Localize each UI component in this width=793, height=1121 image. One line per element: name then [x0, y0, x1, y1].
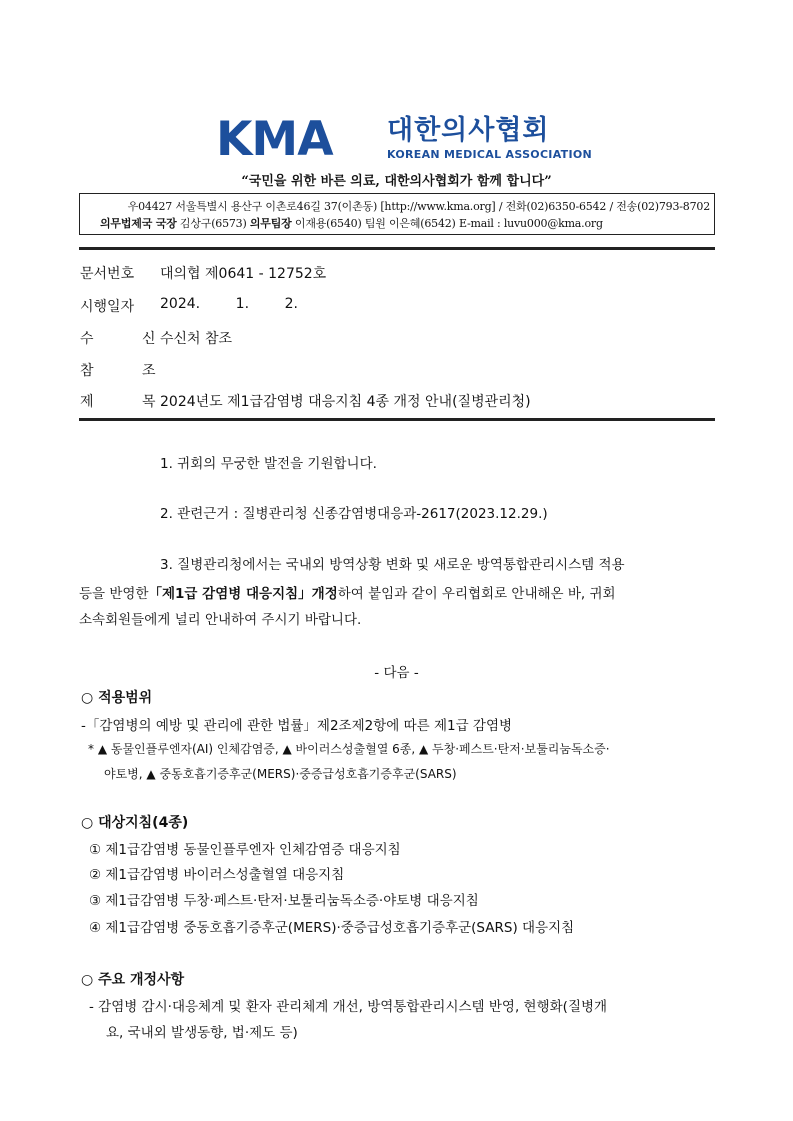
- team-value: 이재용(6540) 팀원 이은혜(6542) E-mail : luvu000@kma.org: [291, 217, 603, 230]
- target-item-1: ① 제1급감염병 동물인플루엔자 인체감염증 대응지침: [89, 842, 401, 858]
- recipient-label: 수 신: [80, 331, 156, 347]
- logo-letters: KMA: [216, 112, 333, 167]
- targets-title: ○ 대상지침(4종): [81, 815, 189, 831]
- guideline-emphasis: 「제1급 감염병 대응지침」개정: [148, 586, 338, 602]
- kma-logo: [216, 112, 593, 167]
- subject-label: 제 목: [80, 394, 156, 410]
- date-value: 2024. 1. 2.: [160, 296, 298, 312]
- paragraph-3-line-3: 소속회원들에게 널리 안내하여 주시기 바랍니다.: [79, 612, 362, 628]
- target-item-4: ④ 제1급감염병 중동호흡기증후군(MERS)·중증급성호흡기증후군(SARS) 대응지침: [89, 920, 575, 936]
- bureau-value: 김상구(6573): [176, 217, 250, 230]
- recipient-value: 수신처 참조: [160, 331, 233, 347]
- address-line: 우04427 서울특별시 용산구 이촌로46길 37(이촌동) [http://www.kma.org] / 전화(02)6350-6542 / 전송(02)793-8702: [127, 200, 710, 213]
- target-item-3: ③ 제1급감염병 두창·페스트·탄저·보툴리눔독소증·야토병 대응지침: [89, 893, 479, 909]
- reference-label: 참 조: [80, 363, 156, 379]
- paragraph-1: 1. 귀회의 무궁한 발전을 기원합니다.: [160, 456, 377, 472]
- subject-value: 2024년도 제1급감염병 대응지침 4종 개정 안내(질병관리청): [160, 394, 531, 410]
- paragraph-3-line-1: 3. 질병관리청에서는 국내외 방역상황 변화 및 새로운 방역통합관리시스템 적용: [160, 557, 625, 573]
- divider-bottom: [79, 418, 715, 421]
- scope-title: ○ 적용범위: [81, 690, 153, 706]
- changes-line-2: 요, 국내외 발생동향, 법·제도 등): [106, 1025, 298, 1041]
- doc-no-label: 문서번호: [80, 266, 135, 282]
- target-item-2: ② 제1급감염병 바이러스성출혈열 대응지침: [89, 867, 345, 883]
- scope-note-2: 야토병, ▲ 중동호흡기증후군(MERS)·중증급성호흡기증후군(SARS): [104, 767, 457, 781]
- next-marker: - 다음 -: [374, 665, 419, 681]
- paragraph-3-line-2: 등을 반영한「제1급 감염병 대응지침」개정하여 붙임과 같이 우리협회로 안내해온 바, 귀회: [79, 586, 616, 602]
- staff-line: [100, 215, 603, 231]
- date-label: 시행일자: [80, 299, 135, 315]
- bureau-label: 의무법제국 국장: [100, 217, 177, 230]
- org-name-english: KOREAN MEDICAL ASSOCIATION: [387, 148, 593, 161]
- scope-line: -「감염병의 예방 및 관리에 관한 법률」제2조제2항에 따른 제1급 감염병: [81, 718, 513, 734]
- changes-title: ○ 주요 개정사항: [81, 972, 185, 988]
- scope-note-1: * ▲ 동물인플루엔자(AI) 인체감염증, ▲ 바이러스성출혈열 6종, ▲ 두창·페스트·탄저·보툴리눔독소증·: [88, 742, 610, 756]
- slogan: “국민을 위한 바른 의료, 대한의사협회가 함께 합니다”: [241, 174, 552, 189]
- team-label: 의무팀장: [249, 217, 292, 230]
- divider-top: [79, 247, 715, 250]
- contact-box: [79, 193, 715, 235]
- paragraph-2: 2. 관련근거 : 질병관리청 신종감염병대응과-2617(2023.12.29.): [160, 506, 548, 522]
- org-name-korean: 대한의사협회: [387, 115, 550, 146]
- changes-line-1: - 감염병 감시·대응체계 및 환자 관리체계 개선, 방역통합관리시스템 반영, 현행화(질병개: [89, 999, 608, 1015]
- doc-no-value: 대의협 제0641 - 12752호: [160, 266, 327, 282]
